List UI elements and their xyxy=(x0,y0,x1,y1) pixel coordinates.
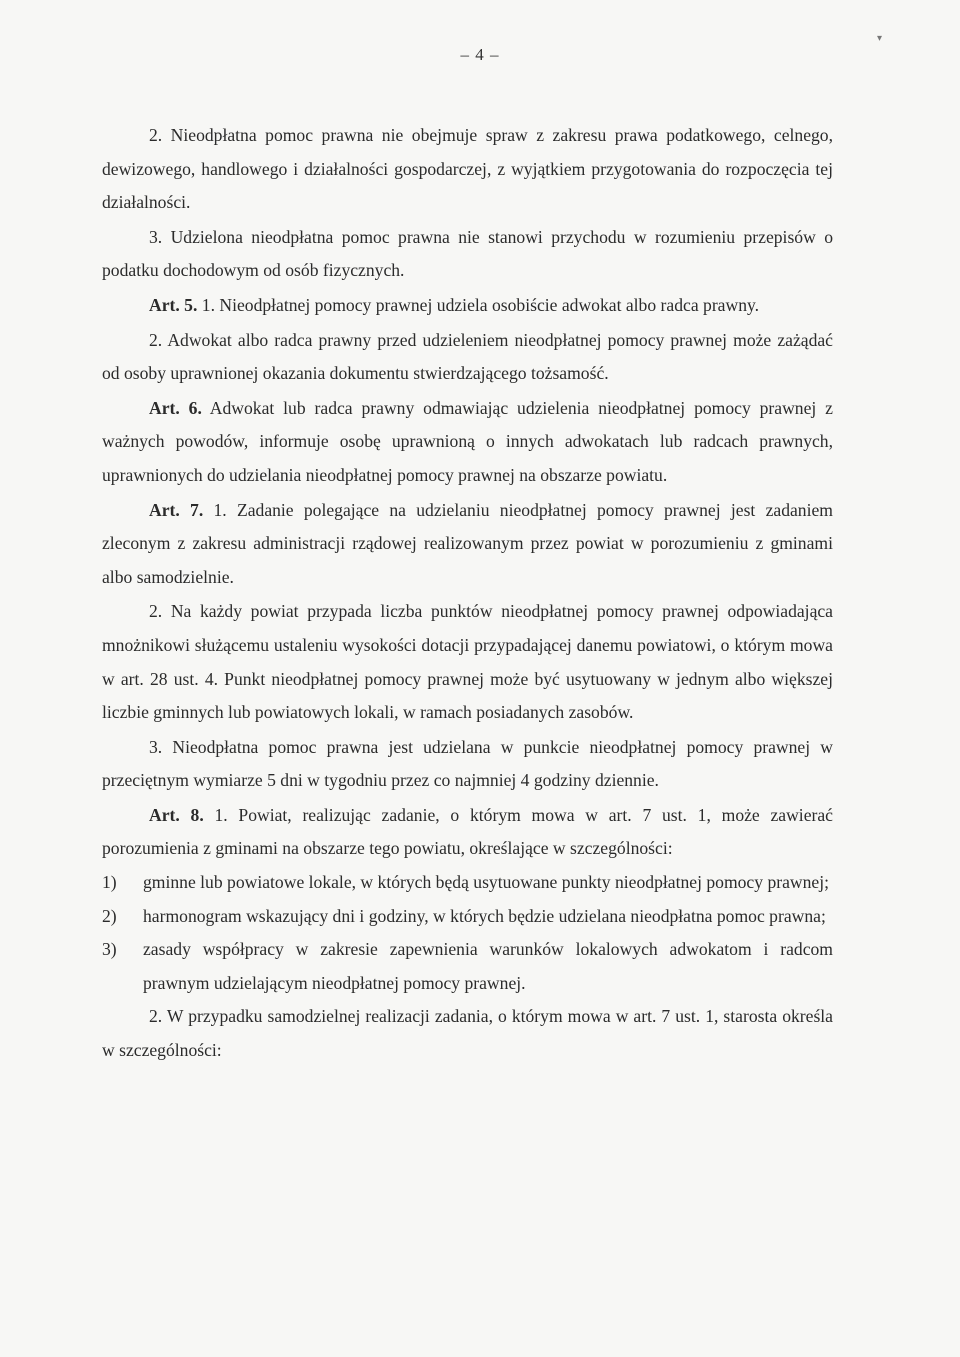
art7-paragraph-3: 3. Nieodpłatna pomoc prawna jest udzielana w punkcie nieodpłatnej pomocy prawnej w przeciętnym wymiarze 5 dni w tygodniu przez co najmniej 4 godziny dziennie. xyxy=(102,736,833,791)
paragraph-art4-2: 2. Nieodpłatna pomoc prawna nie obejmuje spraw z zakresu prawa podatkowego, celnego, dewizowego, handlowego i działalności gospodarczej, z wyjątkiem przygotowania do rozpoczęcia tej działalności. xyxy=(102,125,833,213)
scan-artifact: ▾ xyxy=(877,33,883,44)
list-item-text: zasady współpracy w zakresie zapewnienia warunków lokalowych adwokatom i radcom prawnym udzielającym nieodpłatnej pomocy prawnej. xyxy=(143,939,833,993)
list-item-text: harmonogram wskazujący dni i godziny, w których będzie udzielana nieodpłatna pomoc prawna; xyxy=(143,905,826,926)
list-item-number: 3) xyxy=(102,939,117,960)
art5-paragraph-2: 2. Adwokat albo radca prawny przed udzieleniem nieodpłatnej pomocy prawnej może zażądać od osoby uprawnionej okazania dokumentu stwierdzającego tożsamość. xyxy=(102,329,833,384)
art6-paragraph xyxy=(102,392,833,493)
page-number: – 4 – xyxy=(460,45,500,64)
list-item xyxy=(102,900,833,934)
list-item-number: 2) xyxy=(102,905,117,926)
art5-label: Art. 5. xyxy=(149,294,198,315)
art7-paragraph-2: 2. Na każdy powiat przypada liczba punktów nieodpłatnej pomocy prawnej odpowiadająca mnożnikowi służącemu ustaleniu wysokości dotacji przypadającej danemu powiatowi, o którym mowa w art. 28 ust. 4. Punkt nieodpłatnej pomocy prawnej może być usytuowany w jednym albo większej liczbie gminnych lub powiatowych lokali, w ramach posiadanych zasobów. xyxy=(102,601,833,723)
art5-paragraph-1 xyxy=(102,289,833,323)
art8-text-1: 1. Powiat, realizując zadanie, o którym mowa w art. 7 ust. 1, może zawierać porozumienia z gminami na obszarze tego powiatu, określające w szczególności: xyxy=(102,804,833,859)
art7-text-1: 1. Zadanie polegające na udzielaniu nieodpłatnej pomocy prawnej jest zadaniem zleconym z zakresu administracji rządowej realizowanym przez powiat w porozumieniu z gminami albo samodzielnie. xyxy=(102,499,833,587)
art8-paragraph-2: 2. W przypadku samodzielnej realizacji zadania, o którym mowa w art. 7 ust. 1, starosta określa w szczególności: xyxy=(102,1006,833,1061)
paragraph-art4-3: 3. Udzielona nieodpłatna pomoc prawna nie stanowi przychodu w rozumieniu przepisów o podatku dochodowym od osób fizycznych. xyxy=(102,226,833,281)
art7-label: Art. 7. xyxy=(149,499,204,520)
art6-text: Adwokat lub radca prawny odmawiając udzielenia nieodpłatnej pomocy prawnej z ważnych powodów, informuje osobę uprawnioną o innych adwokatach lub radcach prawnych, uprawnionych do udzielania nieodpłatnej pomocy prawnej na obszarze powiatu. xyxy=(102,397,833,485)
art8-paragraph-1 xyxy=(102,799,833,866)
art7-paragraph-1 xyxy=(102,494,833,595)
art8-label: Art. 8. xyxy=(149,804,204,825)
list-item xyxy=(102,933,833,1000)
art5-text-1: 1. Nieodpłatnej pomocy prawnej udziela osobiście adwokat albo radca prawny. xyxy=(197,294,760,315)
document-body xyxy=(102,119,833,1068)
list-item-number: 1) xyxy=(102,872,117,893)
list-item-text: gminne lub powiatowe lokale, w których będą usytuowane punkty nieodpłatnej pomocy prawnej; xyxy=(143,872,829,893)
list-item xyxy=(102,866,833,900)
art6-label: Art. 6. xyxy=(149,397,202,418)
